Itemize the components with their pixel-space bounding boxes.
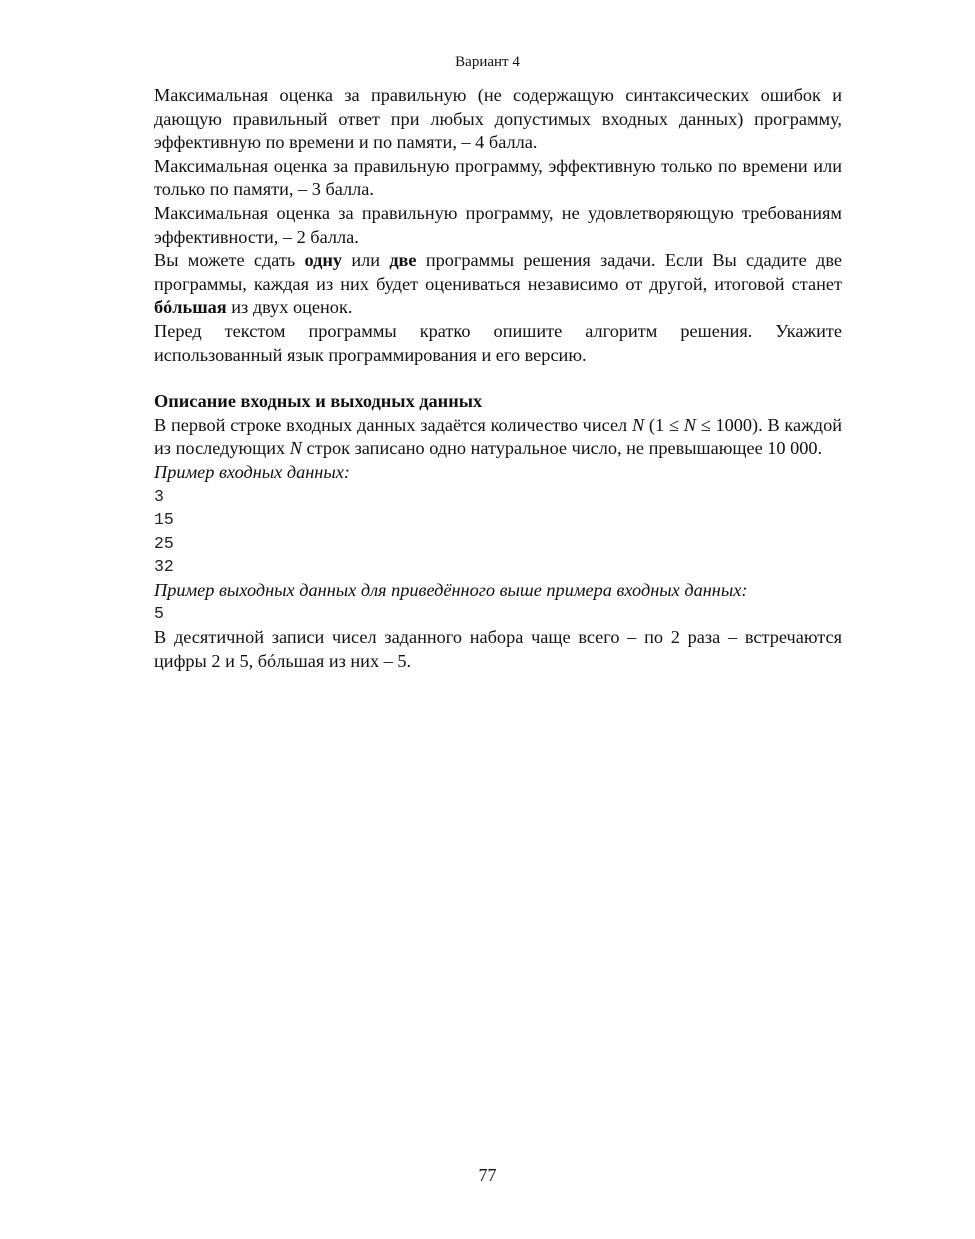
scoring-paragraph-2-points: Максимальная оценка за правильную программу, не удовлетворяющую требованиям эффективности, – 2 балла. [154, 202, 842, 247]
io-section-heading: Описание входных и выходных данных [154, 391, 483, 412]
example-explanation-paragraph: В десятичной записи чисел заданного набора чаще всего – по 2 раза – встречаются цифры 2 и 5, бóльшая из них – 5. [154, 627, 842, 671]
submission-text-4: из двух оценок. [226, 297, 353, 318]
io-desc-text-1: В первой строке входных данных задаётся количество чисел [154, 414, 632, 435]
submission-text-2: или [342, 250, 390, 271]
io-description-paragraph [154, 414, 842, 461]
input-example-line: 25 [154, 533, 174, 553]
scoring-paragraph-4-points: Максимальная оценка за правильную (не содержащую синтаксических ошибок и дающую правильный ответ при любых допустимых входных данных) программу, эффективную по времени и по памяти, – 4 балла. [154, 85, 842, 153]
io-desc-text-4: строк записано одно натуральное число, не превышающее 10 000. [301, 438, 823, 459]
scoring-paragraph-3-points: Максимальная оценка за правильную программу, эффективную только по времени или только по памяти, – 3 балла. [154, 155, 842, 200]
input-example-line: 15 [154, 510, 174, 530]
input-example-line: 32 [154, 557, 174, 577]
io-desc-text-3: ≤ 1000). В каждой из последующих [154, 414, 842, 459]
submission-text-1: Вы можете сдать [154, 250, 305, 271]
submission-bold-one: одну [304, 250, 343, 271]
io-desc-var-n-2: N [683, 414, 696, 435]
algorithm-instructions-paragraph: Перед текстом программы кратко опишите алгоритм решения. Укажите использованный язык программирования и его версию. [154, 320, 842, 365]
io-desc-var-n-3: N [289, 438, 302, 459]
output-example-line: 5 [154, 604, 164, 624]
page-content [154, 84, 842, 673]
io-desc-text-2: (1 ≤ [644, 414, 684, 435]
output-example-label: Пример выходных данных для приведённого выше примера входных данных: [154, 579, 748, 600]
io-desc-var-n-1: N [631, 414, 645, 435]
submission-text-3: программы решения задачи. Если Вы сдадите две программы, каждая из них будет оцениваться независимо от другой, итоговой станет [154, 250, 842, 294]
page-header-variant: Вариант 4 [455, 54, 520, 70]
submission-bold-two: две [389, 250, 417, 271]
input-example-label: Пример входных данных: [154, 461, 350, 482]
submission-bold-greater: бóльшая [154, 297, 227, 318]
page-number: 77 [478, 1165, 497, 1185]
submission-rules-paragraph [154, 249, 842, 320]
section-spacer [154, 367, 842, 390]
input-example-line: 3 [154, 486, 164, 506]
